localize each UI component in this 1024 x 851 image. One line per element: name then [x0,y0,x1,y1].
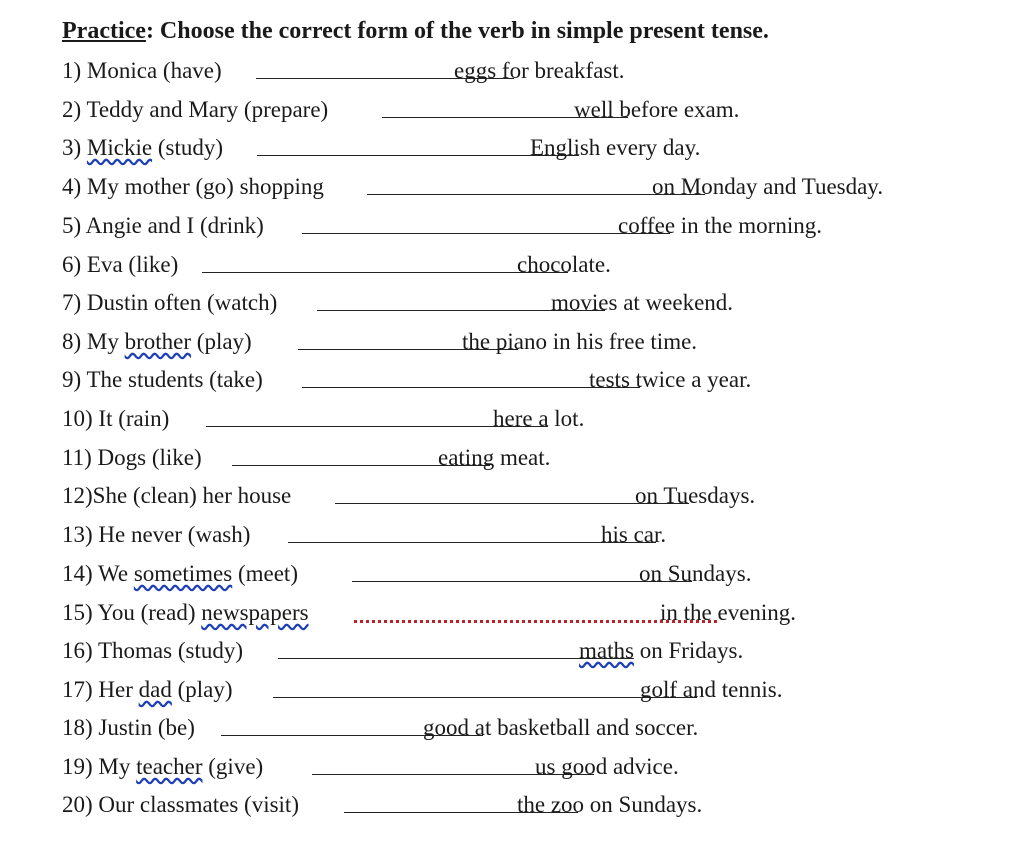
item-prompt: 17) Her dad (play) [62,677,233,702]
item-prompt: 15) You (read) newspapers [62,600,309,625]
item-continuation: movies at weekend. [551,290,734,315]
item-prompt: 3) Mickie (study) [62,135,223,160]
item-continuation: on Tuesdays. [635,483,756,508]
item-prompt: 12)She (clean) her house [62,483,292,508]
answer-blank[interactable] [273,697,697,698]
item-prompt: 11) Dogs (like) [62,445,202,470]
item-continuation: tests twice a year. [589,367,752,392]
item-continuation: chocolate. [517,252,611,277]
item-continuation: here a lot. [493,406,585,431]
item-prompt: 4) My mother (go) shopping [62,174,324,199]
title-rest: : Choose the correct form of the verb in simple present tense. [145,18,769,44]
item-prompt: 14) We sometimes (meet) [62,561,298,586]
item-prompt: 18) Justin (be) [62,715,195,740]
item-prompt: 10) It (rain) [62,406,170,431]
item-continuation: maths on Fridays. [579,638,744,663]
item-continuation: good at basketball and soccer. [423,715,699,740]
item-prompt: 2) Teddy and Mary (prepare) [62,97,329,122]
item-continuation: eating meat. [438,445,551,470]
item-prompt: 16) Thomas (study) [62,638,244,663]
item-prompt: 8) My brother (play) [62,329,252,354]
item-continuation: eggs for breakfast. [454,58,625,83]
item-prompt: 20) Our classmates (visit) [62,792,299,817]
item-continuation: English every day. [530,135,701,160]
item-continuation: in the evening. [660,600,797,625]
item-continuation: the zoo on Sundays. [517,792,703,817]
answer-blank[interactable] [302,233,670,234]
item-prompt: 9) The students (take) [62,367,263,392]
item-prompt: 1) Monica (have) [62,58,222,83]
answer-blank[interactable] [202,272,568,273]
item-continuation: the piano in his free time. [462,329,698,354]
item-continuation: on Monday and Tuesday. [652,174,884,199]
item-continuation: coffee in the morning. [618,213,822,238]
item-continuation: his car. [601,522,667,547]
item-continuation: on Sundays. [639,561,752,586]
worksheet-title [62,18,769,45]
title-lead: Practice [62,18,146,44]
item-prompt: 19) My teacher (give) [62,754,264,779]
item-prompt: 6) Eva (like) [62,252,179,277]
item-continuation: golf and tennis. [640,677,783,702]
item-prompt: 7) Dustin often (watch) [62,290,278,315]
item-continuation: well before exam. [574,97,740,122]
item-prompt: 13) He never (wash) [62,522,251,547]
item-continuation: us good advice. [535,754,679,779]
item-prompt: 5) Angie and I (drink) [62,213,264,238]
